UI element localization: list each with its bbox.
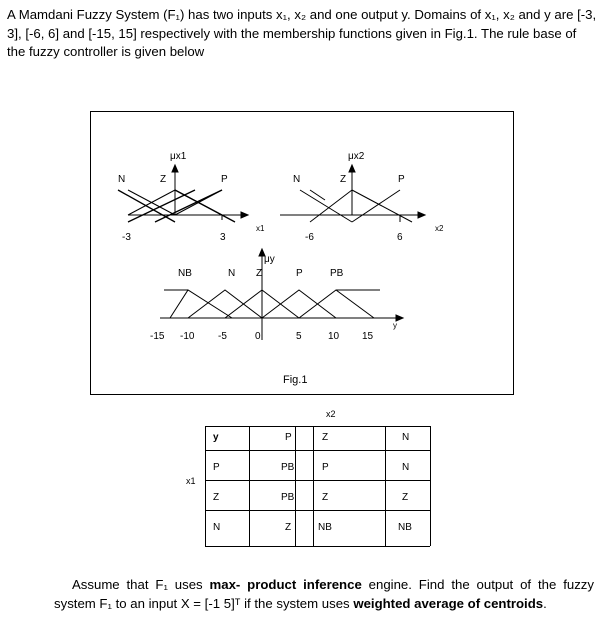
question-part2: engine. Find the output of the fuzzy system F₁ to an input X = [-1 5]ᵀ if the system uses: [54, 577, 594, 611]
y-mu-label: μy: [264, 254, 275, 265]
rule-table-cell: Z: [402, 492, 409, 503]
rule-table-cell: N: [402, 462, 410, 473]
rule-table: [205, 426, 430, 546]
question-part1: Assume that F₁ uses: [72, 577, 210, 592]
x2-mu-label: μx2: [348, 151, 365, 162]
figure-caption: Fig.1: [283, 374, 308, 386]
x1-axis-label: x1: [256, 224, 265, 233]
y-tick-5: 5: [296, 331, 302, 342]
y-tick-neg15: -15: [150, 331, 165, 342]
question-bold-inference: max- product inference: [209, 577, 362, 592]
rule-table-col-P: P: [285, 432, 292, 443]
y-set-Z-label: Z: [256, 268, 263, 279]
rule-table-corner: y: [213, 432, 219, 443]
x2-set-N-label: N: [293, 174, 301, 185]
x1-axis-arrow: [241, 212, 248, 218]
rule-table-cell: Z: [322, 492, 329, 503]
problem-question: [54, 575, 594, 613]
y-set-P-label: P: [296, 268, 303, 279]
y-tick-neg10: -10: [180, 331, 195, 342]
y-tick-15: 15: [362, 331, 374, 342]
x1-set-Z-label: Z: [160, 174, 167, 185]
rule-table-x2-label: x2: [326, 409, 336, 419]
y-set-N-label: N: [228, 268, 236, 279]
rule-table-col-Z: Z: [322, 432, 329, 443]
rule-table-cell: NB: [318, 522, 332, 533]
x2-tick-neg6: -6: [305, 232, 314, 243]
x2-set-P-label: P: [398, 174, 405, 185]
rule-table-cell: P: [322, 462, 329, 473]
y-set-P: [262, 290, 336, 318]
x2-tick-6: 6: [397, 232, 403, 243]
y-tick-neg5: -5: [218, 331, 227, 342]
y-tick-0: 0: [255, 331, 261, 342]
x2-axis-label: x2: [435, 224, 444, 233]
y-set-PB: [299, 290, 374, 318]
question-bold-defuzz: weighted average of centroids: [353, 596, 544, 611]
x1-membership-plot: [128, 165, 248, 220]
x1-mu-axis-arrow: [172, 165, 178, 172]
y-axis-arrow: [396, 315, 403, 321]
x2-set-Z-label: Z: [340, 174, 347, 185]
x1-tick-neg3: -3: [122, 232, 131, 243]
rule-table-col-N: N: [402, 432, 410, 443]
rule-table-cell: PB: [281, 492, 295, 503]
y-set-NB: [170, 290, 232, 318]
rule-table-cell: Z: [285, 522, 292, 533]
x2-mu-axis-arrow: [349, 165, 355, 172]
x1-tick-3-label: 3: [220, 232, 226, 243]
x2-axis-arrow: [418, 212, 425, 218]
y-set-NB-label: NB: [178, 268, 192, 279]
rule-table-row-N-label: N: [213, 522, 221, 533]
rule-table-cell: NB: [398, 522, 412, 533]
y-set-PB-label: PB: [330, 268, 344, 279]
y-tick-10: 10: [328, 331, 340, 342]
question-part3: .: [543, 596, 547, 611]
problem-intro: A Mamdani Fuzzy System (F₁) has two inputs x₁, x₂ and one output y. Domains of x₁, x₂ and y are [-3, 3], [-6, 6] and [-15, 15] respectively with the membership functions given in Fig.1. The rule base of the fuzzy controller is given below: [7, 7, 597, 59]
rule-table-row-P-label: P: [213, 462, 220, 473]
y-axis-label: y: [393, 321, 397, 330]
rule-table-row-Z-label: Z: [213, 492, 220, 503]
rule-table-x1-label: x1: [186, 476, 196, 486]
x1-set-P-label: P: [221, 174, 228, 185]
x1-set-N-label: N: [118, 174, 126, 185]
rule-table-cell: PB: [281, 462, 295, 473]
x1-mu-label: μx1: [170, 151, 187, 162]
y-membership-plot: [160, 249, 403, 340]
